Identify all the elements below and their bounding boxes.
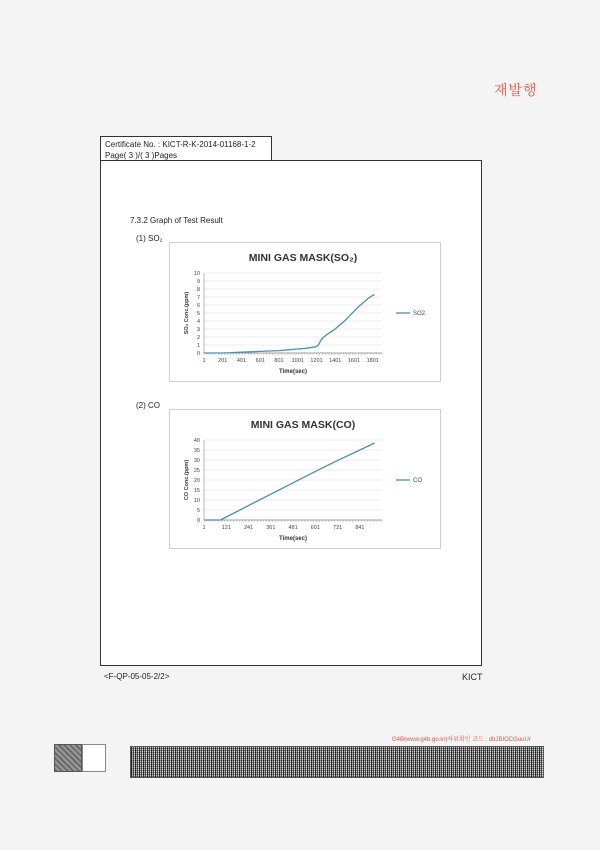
x-tick-label: 1001: [291, 358, 304, 364]
so2-chart: [169, 242, 441, 382]
chart-title: MINI GAS MASK(CO): [250, 419, 356, 431]
legend-label: CO: [413, 478, 422, 484]
certificate-number: Certificate No. : KICT-R-K-2014-01168-1-2: [105, 140, 256, 149]
section-title: 7.3.2 Graph of Test Result: [130, 216, 223, 225]
y-tick-label: 8: [196, 287, 200, 293]
y-tick-label: 5: [196, 508, 200, 514]
y-tick-label: 10: [193, 498, 200, 504]
y-tick-label: 25: [193, 468, 200, 474]
chart-svg: [170, 410, 440, 548]
legend-label: SO2: [413, 311, 426, 317]
x-tick-label: 121: [221, 525, 231, 531]
y-axis-label: CO Conc.(ppm): [184, 459, 190, 501]
y-tick-label: 2: [196, 335, 200, 341]
series-line-co: [204, 443, 375, 520]
seal-blank: [82, 744, 106, 772]
seal-image: [54, 744, 82, 772]
x-tick-label: 721: [333, 525, 343, 531]
x-tick-label: 481: [288, 525, 298, 531]
reissue-stamp: 재발행: [494, 82, 538, 98]
x-tick-label: 1801: [366, 358, 379, 364]
organization-name: KICT: [462, 672, 483, 682]
y-tick-label: 6: [196, 303, 200, 309]
x-tick-label: 841: [355, 525, 365, 531]
y-tick-label: 0: [196, 351, 200, 357]
x-axis-label: Time(sec): [279, 536, 307, 542]
y-tick-label: 3: [196, 327, 200, 333]
x-tick-label: 201: [218, 358, 228, 364]
x-tick-label: 241: [243, 525, 254, 531]
y-tick-label: 0: [196, 518, 200, 524]
series-line-so2: [204, 295, 375, 353]
y-tick-label: 20: [193, 478, 200, 484]
chart-title: MINI GAS MASK(SO₂): [248, 252, 358, 264]
y-tick-label: 15: [193, 488, 200, 494]
x-tick-label: 1601: [347, 358, 361, 364]
x-tick-label: 1: [202, 358, 206, 364]
y-tick-label: 30: [193, 458, 200, 464]
y-tick-label: 5: [196, 311, 200, 317]
chart-svg: [170, 243, 440, 381]
form-code: <F-QP-05-05-2/2>: [104, 672, 170, 681]
x-tick-label: 1401: [329, 358, 342, 364]
page-indicator: Page( 3 )/( 3 )Pages: [105, 151, 178, 160]
x-tick-label: 1201: [310, 358, 323, 364]
y-axis-label: SO₂ Conc.(ppm): [184, 291, 190, 335]
x-axis-label: Time(sec): [279, 369, 307, 375]
y-tick-label: 40: [193, 438, 200, 444]
x-tick-label: 401: [236, 358, 247, 364]
y-tick-label: 35: [193, 448, 200, 454]
y-tick-label: 9: [196, 279, 200, 285]
subsection-co-label: (2) CO: [136, 401, 160, 410]
y-tick-label: 1: [196, 343, 200, 349]
y-tick-label: 4: [196, 319, 200, 325]
2d-barcode: [130, 746, 544, 778]
y-tick-label: 7: [196, 295, 200, 301]
x-tick-label: 601: [310, 525, 320, 531]
x-tick-label: 361: [266, 525, 276, 531]
certificate-header: [100, 136, 272, 160]
verification-code-text: G4B(www.g4b.go.kr)차위확인 코드 : dbJBIOCGuuUr: [392, 737, 531, 743]
subsection-so2-label: (1) SO₂: [136, 234, 163, 243]
co-chart: [169, 409, 441, 549]
x-tick-label: 601: [255, 358, 265, 364]
x-tick-label: 801: [274, 358, 284, 364]
y-tick-label: 10: [193, 271, 200, 277]
x-tick-label: 1: [202, 525, 206, 531]
